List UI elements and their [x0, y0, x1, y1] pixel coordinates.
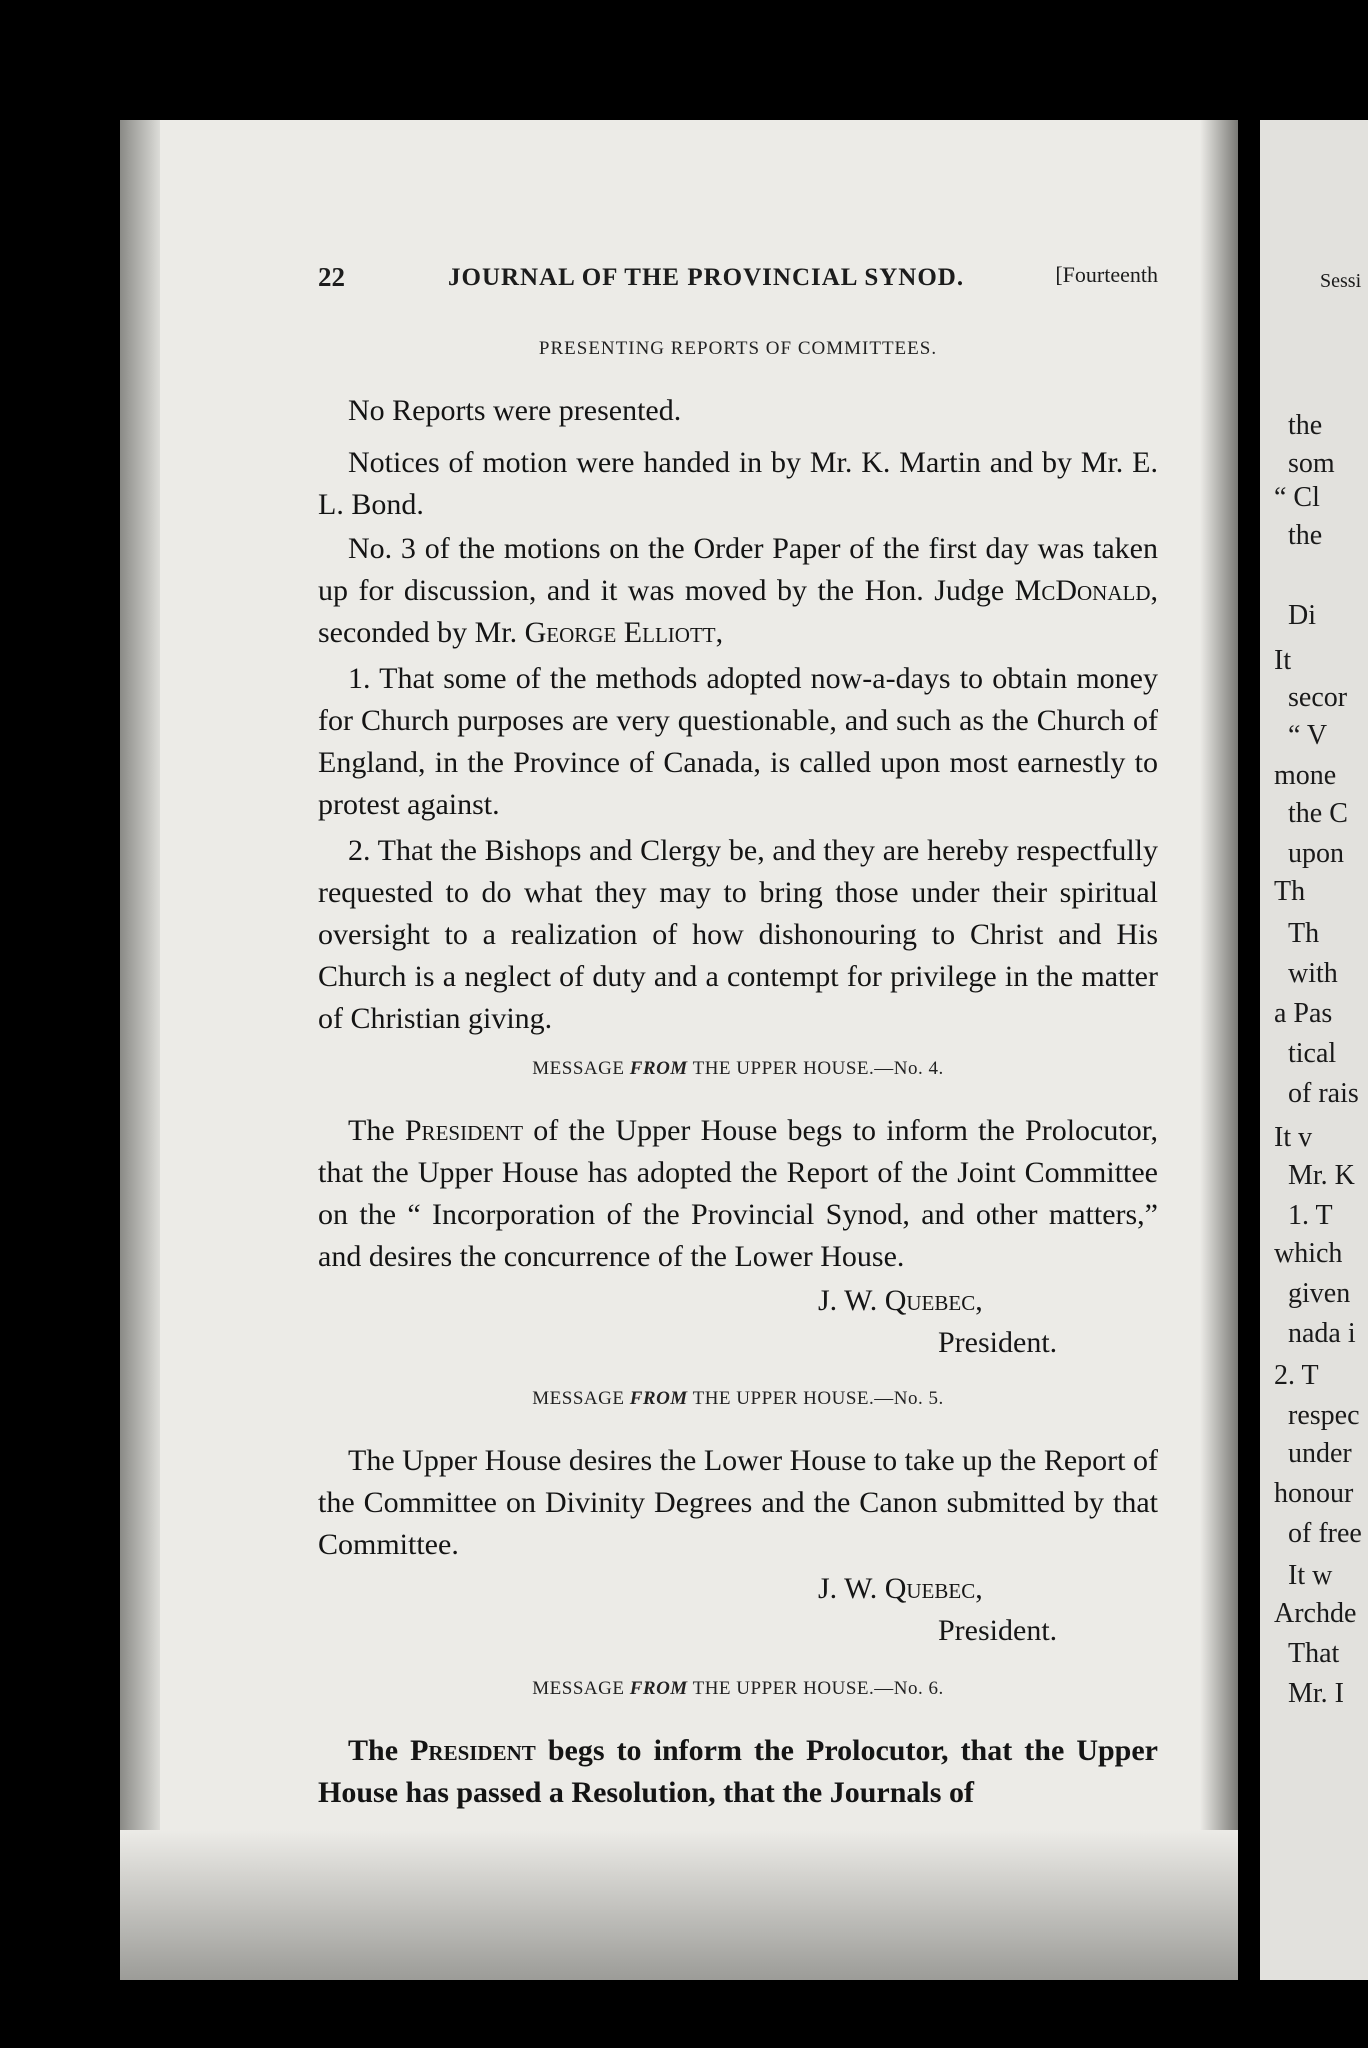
facing-page-line: It w	[1288, 1560, 1333, 1591]
facing-page-line: the	[1288, 410, 1323, 441]
facing-page-line: 2. T	[1274, 1360, 1319, 1391]
motion-text-c: ,	[715, 616, 724, 649]
page-number: 22	[318, 262, 345, 292]
facing-page-line: Sessi	[1320, 270, 1362, 292]
paragraph-notices: Notices of motion were handed in by Mr. K. Martin and by Mr. E. L. Bond.	[318, 446, 1158, 521]
facing-page-line: It	[1274, 645, 1292, 676]
page-bottom-shade	[120, 1830, 1238, 1980]
resolution-one: 1. That some of the methods adopted now-a-days to obtain money for Church purposes are very questionable, and such as the Church of England, in the Province of Canada, is called upon most earnestly to protest against.	[318, 662, 1158, 821]
paragraph-motion	[318, 528, 1158, 654]
facing-page-line: secor	[1288, 682, 1348, 713]
message-heading-6: MESSAGE FROM THE UPPER HOUSE.—No. 6.	[532, 1678, 944, 1699]
seconder-name: George Elliott	[524, 616, 716, 649]
facing-page-line: Th	[1288, 918, 1320, 949]
section-heading: PRESENTING REPORTS OF COMMITTEES.	[538, 338, 938, 359]
message-body-5: The Upper House desires the Lower House to take up the Report of the Committee on Divinity Degrees and the Canon submitted by that Committee.	[318, 1444, 1158, 1561]
message-body-4: The President of the Upper House begs to inform the Prolocutor, that the Upper House has adopted the Report of the Joint Committee on the “ Incorporation of the Provincial Synod, and other matters,” and desires the concurrence of the Lower House.	[318, 1114, 1158, 1273]
facing-page-line: with	[1288, 958, 1338, 989]
facing-page-line: upon	[1288, 838, 1344, 869]
facing-page-line: Archde	[1274, 1598, 1357, 1629]
facing-page-line: of free	[1288, 1518, 1362, 1549]
facing-page-line: nada i	[1288, 1318, 1356, 1349]
facing-page-line: mone	[1274, 760, 1337, 791]
facing-page-line: 1. T	[1288, 1200, 1333, 1231]
facing-page-line: under	[1288, 1438, 1352, 1469]
facing-page-line: tical	[1288, 1038, 1337, 1069]
message-heading-4: MESSAGE FROM THE UPPER HOUSE.—No. 4.	[532, 1058, 944, 1079]
facing-page-line: the C	[1288, 798, 1348, 829]
journal-title: JOURNAL OF THE PROVINCIAL SYNOD.	[448, 264, 965, 291]
paragraph-no-reports: No Reports were presented.	[348, 394, 682, 427]
signature-5: J. W. Quebec, President.	[818, 1572, 1058, 1647]
facing-page-line: “ V	[1288, 720, 1328, 751]
running-head	[318, 262, 1158, 302]
facing-page-line: the	[1288, 520, 1323, 551]
facing-page-line: Mr. K	[1288, 1160, 1355, 1191]
motion-text-b: , seconded by Mr.	[318, 574, 1158, 649]
facing-page-line: given	[1288, 1278, 1351, 1309]
facing-page-line: Di	[1288, 600, 1316, 631]
facing-page-line: which	[1274, 1238, 1343, 1269]
facing-page-fragment	[1260, 120, 1368, 1980]
message-body-6: The President begs to inform the Prolocutor, that the Upper House has passed a Resolution, that the Journals of	[318, 1734, 1159, 1809]
resolution-two: 2. That the Bishops and Clergy be, and they are hereby respectfully requested to do what they may to bring those under their spiritual oversight to a realization of how dishonouring to Christ and His Church is a neglect of duty and a contempt for privilege in the matter of Christian giving.	[318, 834, 1158, 1035]
facing-page-line: of rais	[1288, 1078, 1359, 1109]
president-title: President	[404, 1114, 524, 1147]
page-spine-shadow	[1200, 120, 1238, 1980]
message-heading-5: MESSAGE FROM THE UPPER HOUSE.—No. 5.	[532, 1388, 944, 1409]
facing-page-line: honour	[1274, 1478, 1354, 1509]
facing-page-line: It v	[1274, 1122, 1313, 1153]
mover-name: McDonald	[1014, 574, 1151, 607]
signature-4: J. W. Quebec, President.	[818, 1284, 1058, 1359]
facing-page-line: respec	[1288, 1400, 1360, 1431]
facing-page-line: a Pas	[1274, 998, 1333, 1029]
facing-page-line: som	[1288, 448, 1335, 479]
facing-page-line: Mr. I	[1288, 1678, 1344, 1709]
facing-page-line: Th	[1274, 876, 1306, 907]
book-gutter	[1238, 120, 1260, 1980]
session-label: [Fourteenth	[1055, 262, 1158, 287]
facing-page-line: “ Cl	[1274, 482, 1320, 513]
facing-page-line: That	[1288, 1638, 1340, 1669]
page-edge-shadow	[120, 120, 160, 1980]
motion-text-a: No. 3 of the motions on the Order Paper of the first day was taken up for discussion, and it was moved by the Hon. Judge	[318, 532, 1158, 607]
